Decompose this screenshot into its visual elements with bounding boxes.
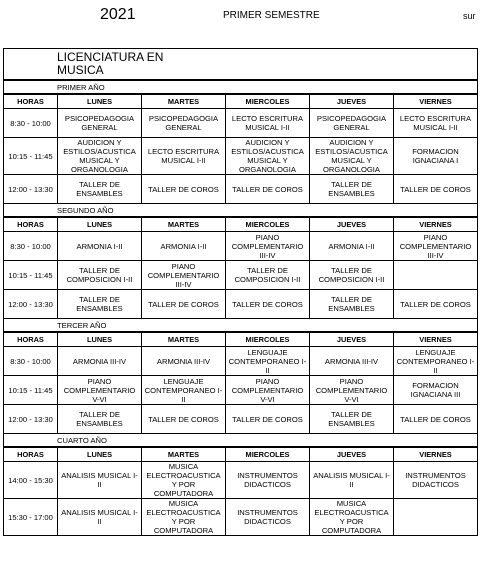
year-section-row [4, 319, 478, 333]
class-cell: PIANO COMPLEMENTARIO V-VI [310, 376, 394, 405]
class-cell: LENGUAJE CONTEMPORANEO I-II [394, 347, 478, 376]
class-cell: INSTRUMENTOS DIDACTICOS [394, 462, 478, 499]
column-header: VIERNES [394, 332, 478, 347]
class-cell: AUDICION Y ESTILOS/ACUSTICA MUSICAL Y ORGANOLOGIA [226, 138, 310, 175]
schedule-row [4, 109, 478, 138]
semester-label: PRIMER SEMESTRE [223, 10, 320, 21]
time-slot: 8:30 - 10:00 [4, 109, 58, 138]
class-cell: MUSICA ELECTROACUSTICA Y POR COMPUTADORA [310, 499, 394, 536]
class-cell: TALLER DE ENSAMBLES [310, 175, 394, 204]
column-header-row [4, 217, 478, 232]
column-header: MARTES [142, 217, 226, 232]
class-cell: TALLER DE ENSAMBLES [58, 290, 142, 319]
class-cell: TALLER DE COROS [394, 405, 478, 434]
class-cell: ARMONIA I-II [310, 232, 394, 261]
class-cell: TALLER DE COMPOSICION I-II [310, 261, 394, 290]
class-cell: TALLER DE COROS [142, 175, 226, 204]
class-cell: PIANO COMPLEMENTARIO III-IV [142, 261, 226, 290]
class-cell: LENGUAJE CONTEMPORANEO I-II [142, 376, 226, 405]
class-cell: TALLER DE COROS [226, 405, 310, 434]
class-cell: PSICOPEDAGOGIA GENERAL [58, 109, 142, 138]
class-cell: TALLER DE ENSAMBLES [310, 405, 394, 434]
class-cell [394, 261, 478, 290]
time-slot: 15:30 - 17:00 [4, 499, 58, 536]
year-section-row [4, 204, 478, 218]
class-cell: TALLER DE COMPOSICION I-II [58, 261, 142, 290]
column-header: MIERCOLES [226, 332, 310, 347]
class-cell: ARMONIA I-II [58, 232, 142, 261]
campus-label: sur [463, 11, 476, 21]
class-cell: TALLER DE ENSAMBLES [58, 175, 142, 204]
class-cell: TALLER DE COROS [142, 290, 226, 319]
schedule-row [4, 405, 478, 434]
time-slot: 12:00 - 13:30 [4, 290, 58, 319]
class-cell: LECTO ESCRITURA MUSICAL I-II [226, 109, 310, 138]
class-cell: FORMACION IGNACIANA III [394, 376, 478, 405]
schedule-row [4, 347, 478, 376]
time-slot: 14:00 - 15:30 [4, 462, 58, 499]
class-cell: PIANO COMPLEMENTARIO III-IV [394, 232, 478, 261]
column-header: JUEVES [310, 94, 394, 109]
year-section-label: CUARTO AÑO [4, 434, 478, 448]
time-slot: 8:30 - 10:00 [4, 347, 58, 376]
class-cell: FORMACION IGNACIANA I [394, 138, 478, 175]
column-header: MIERCOLES [226, 217, 310, 232]
year-section-row [4, 80, 478, 94]
column-header: LUNES [58, 447, 142, 462]
column-header: LUNES [58, 217, 142, 232]
class-cell: LECTO ESCRITURA MUSICAL I-II [142, 138, 226, 175]
schedule-table [3, 48, 478, 536]
schedule-row [4, 499, 478, 536]
class-cell: ARMONIA III-IV [142, 347, 226, 376]
class-cell: ARMONIA III-IV [58, 347, 142, 376]
time-slot: 10:15 - 11:45 [4, 138, 58, 175]
class-cell: LECTO ESCRITURA MUSICAL I-II [394, 109, 478, 138]
time-slot: 8:30 - 10:00 [4, 232, 58, 261]
schedule-row [4, 261, 478, 290]
year-section-label: PRIMER AÑO [4, 80, 478, 94]
class-cell: ARMONIA I-II [142, 232, 226, 261]
class-cell: LENGUAJE CONTEMPORANEO I-II [226, 347, 310, 376]
time-slot: 12:00 - 13:30 [4, 405, 58, 434]
time-slot: 10:15 - 11:45 [4, 376, 58, 405]
class-cell [394, 499, 478, 536]
column-header: HORAS [4, 447, 58, 462]
class-cell: TALLER DE COMPOSICION I-II [226, 261, 310, 290]
class-cell: PIANO COMPLEMENTARIO V-VI [58, 376, 142, 405]
column-header: HORAS [4, 332, 58, 347]
column-header: MARTES [142, 94, 226, 109]
class-cell: PSICOPEDAGOGIA GENERAL [310, 109, 394, 138]
schedule-row [4, 290, 478, 319]
schedule-row [4, 138, 478, 175]
class-cell: AUDICION Y ESTILOS/ACUSTICA MUSICAL Y ORGANOLOGIA [58, 138, 142, 175]
column-header: MARTES [142, 447, 226, 462]
class-cell: ANALISIS MUSICAL I-II [310, 462, 394, 499]
class-cell: TALLER DE ENSAMBLES [58, 405, 142, 434]
class-cell: MUSICA ELECTROACUSTICA Y POR COMPUTADORA [142, 462, 226, 499]
column-header-row [4, 94, 478, 109]
column-header: JUEVES [310, 217, 394, 232]
schedule-row [4, 175, 478, 204]
year-section-label: TERCER AÑO [4, 319, 478, 333]
column-header: VIERNES [394, 94, 478, 109]
schedule-row [4, 376, 478, 405]
column-header: MIERCOLES [226, 447, 310, 462]
column-header: JUEVES [310, 332, 394, 347]
program-title: LICENCIATURA EN MUSICA [4, 49, 478, 81]
class-cell: TALLER DE COROS [226, 175, 310, 204]
program-title-row [4, 49, 478, 81]
class-cell: PIANO COMPLEMENTARIO V-VI [226, 376, 310, 405]
class-cell: TALLER DE COROS [394, 290, 478, 319]
time-slot: 12:00 - 13:30 [4, 175, 58, 204]
class-cell: TALLER DE COROS [142, 405, 226, 434]
schedule-row [4, 232, 478, 261]
column-header: MARTES [142, 332, 226, 347]
class-cell: MUSICA ELECTROACUSTICA Y POR COMPUTADORA [142, 499, 226, 536]
column-header-row [4, 447, 478, 462]
column-header: JUEVES [310, 447, 394, 462]
class-cell: PIANO COMPLEMENTARIO III-IV [226, 232, 310, 261]
page-header [0, 0, 480, 46]
column-header: MIERCOLES [226, 94, 310, 109]
column-header: VIERNES [394, 447, 478, 462]
column-header: HORAS [4, 217, 58, 232]
schedule-row [4, 462, 478, 499]
class-cell: TALLER DE COROS [226, 290, 310, 319]
class-cell: TALLER DE COROS [394, 175, 478, 204]
column-header: VIERNES [394, 217, 478, 232]
class-cell: ANALISIS MUSICAL I-II [58, 462, 142, 499]
year-label: 2021 [100, 6, 136, 23]
year-section-label: SEGUNDO AÑO [4, 204, 478, 218]
class-cell: PSICOPEDAGOGIA GENERAL [142, 109, 226, 138]
time-slot: 10:15 - 11:45 [4, 261, 58, 290]
class-cell: TALLER DE ENSAMBLES [310, 290, 394, 319]
column-header: LUNES [58, 332, 142, 347]
class-cell: INSTRUMENTOS DIDACTICOS [226, 499, 310, 536]
class-cell: ARMONIA III-IV [310, 347, 394, 376]
column-header: HORAS [4, 94, 58, 109]
class-cell: ANALISIS MUSICAL I-II [58, 499, 142, 536]
year-section-row [4, 434, 478, 448]
class-cell: AUDICION Y ESTILOS/ACUSTICA MUSICAL Y ORGANOLOGIA [310, 138, 394, 175]
class-cell: INSTRUMENTOS DIDACTICOS [226, 462, 310, 499]
column-header: LUNES [58, 94, 142, 109]
column-header-row [4, 332, 478, 347]
